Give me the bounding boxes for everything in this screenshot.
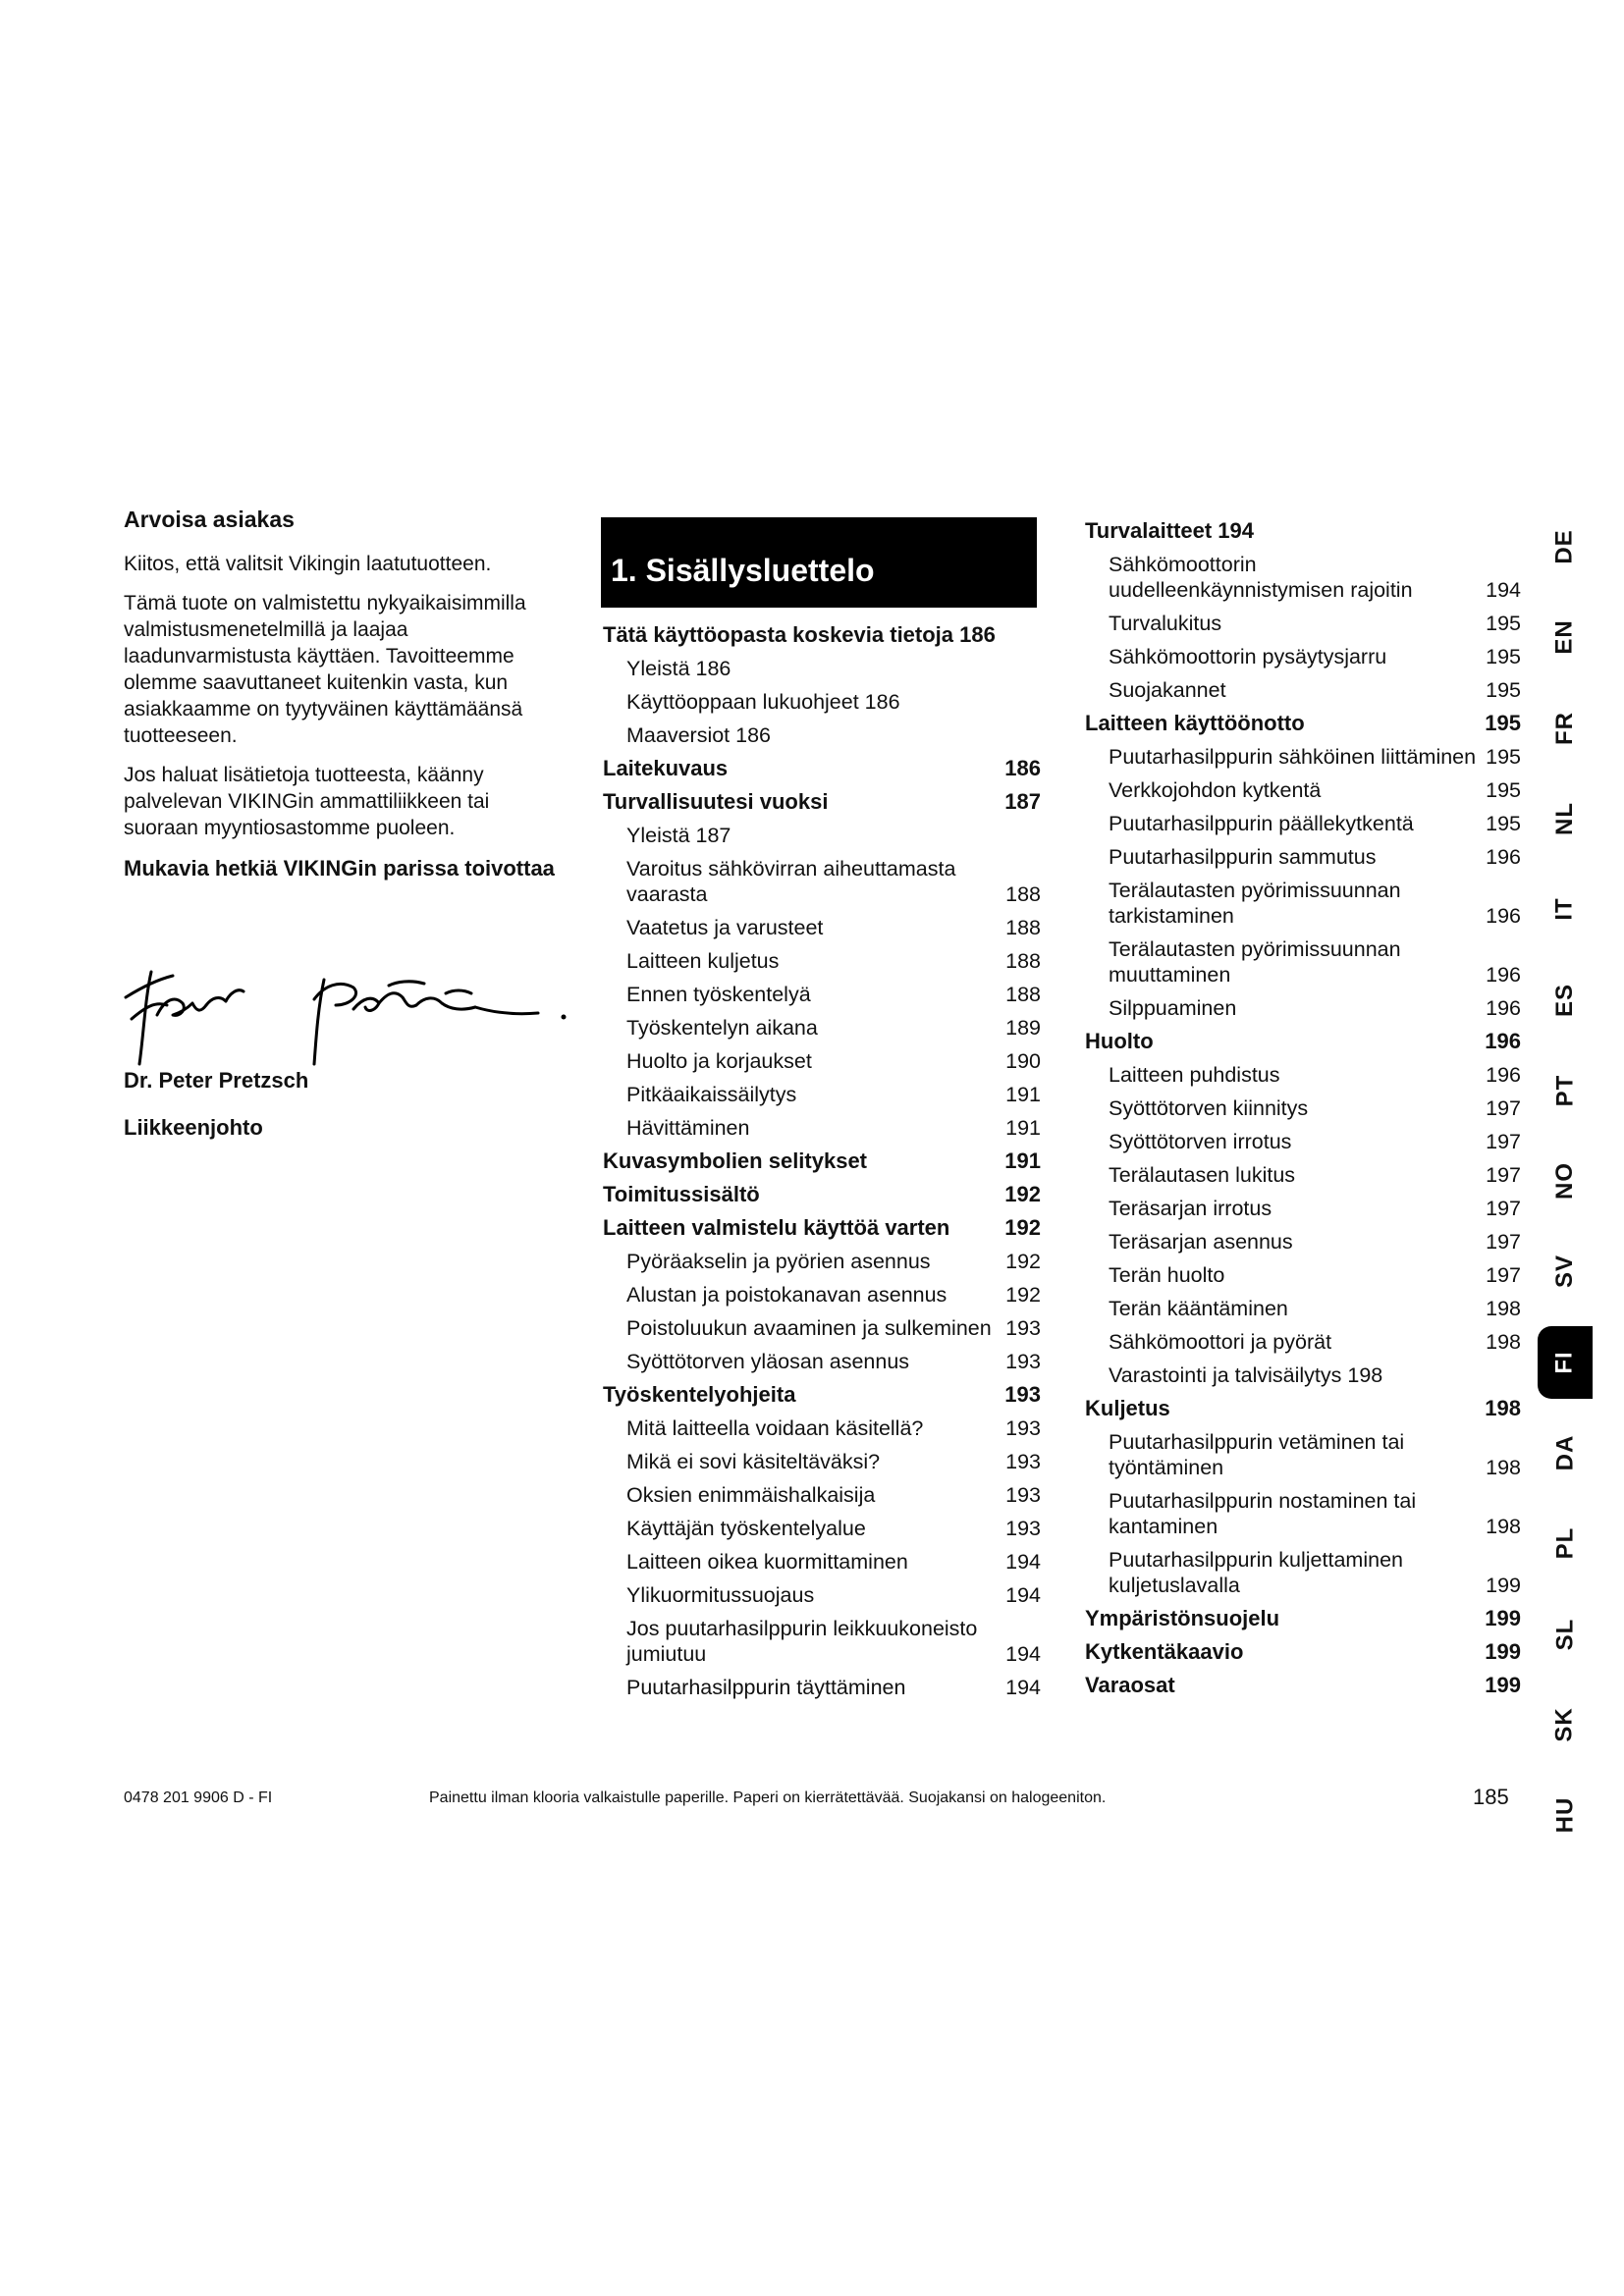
toc-entry-title: Ylikuormitussuojaus: [626, 1583, 815, 1607]
letter: [124, 507, 556, 1140]
toc-entry-page: 196: [1486, 845, 1521, 869]
language-tab-label: NO: [1551, 1162, 1578, 1201]
toc-heading: [1085, 1673, 1521, 1698]
toc-entry: [1085, 811, 1521, 836]
toc-entry-page: 191: [1005, 1116, 1041, 1140]
toc-entry: [1085, 1262, 1521, 1288]
toc-heading: [1085, 518, 1521, 544]
toc-entry: [603, 1115, 1041, 1141]
toc-entry-page: 193: [1005, 1483, 1041, 1507]
toc-entry-page: 197: [1486, 1197, 1521, 1220]
language-tab-label: DE: [1551, 529, 1578, 564]
toc-entry-title: Turvalaitteet 194: [1085, 518, 1255, 543]
toc-entry-page: 192: [1005, 1283, 1041, 1307]
toc-entry-page: 195: [1486, 645, 1521, 668]
toc-column-2: [1085, 518, 1521, 1706]
toc-entry-title: Varaosat: [1085, 1673, 1175, 1697]
toc-entry-title: Syöttötorven yläosan asennus: [626, 1350, 910, 1373]
toc-entry-title: Laitteen valmistelu käyttöä varten: [603, 1215, 950, 1240]
toc-entry-page: 193: [1005, 1416, 1041, 1440]
toc-entry-title: Puutarhasilppurin kuljettaminen kuljetuslavalla: [1109, 1548, 1403, 1597]
language-tab-it[interactable]: [1538, 873, 1593, 945]
toc-entry-page: 199: [1485, 1673, 1521, 1697]
toc-entry: [603, 1482, 1041, 1508]
toc-entry: [603, 722, 1041, 748]
toc-entry-title: Työskentelyohjeita: [603, 1382, 796, 1407]
toc-entry-title: Maaversiot 186: [626, 723, 771, 747]
language-tab-en[interactable]: [1538, 601, 1593, 673]
toc-entry: [603, 1516, 1041, 1541]
toc-entry-title: Mitä laitteella voidaan käsitellä?: [626, 1416, 924, 1440]
language-tab-label: HU: [1550, 1796, 1578, 1834]
language-tab-label: SK: [1551, 1707, 1578, 1742]
toc-entry: [1085, 611, 1521, 636]
toc-entry: [603, 1549, 1041, 1575]
toc-heading: [1085, 1396, 1521, 1421]
letter-greeting: Arvoisa asiakas: [124, 507, 295, 532]
toc-heading: [1085, 1606, 1521, 1631]
toc-column-1: [603, 622, 1041, 1708]
toc-entry-title: Tätä käyttöopasta koskevia tietoja 186: [603, 622, 996, 647]
language-tab-label: ES: [1550, 983, 1578, 1017]
toc-entry-page: 196: [1485, 1029, 1521, 1053]
toc-entry-title: Laitteen kuljetus: [626, 949, 780, 973]
language-tab-label: PT: [1550, 1074, 1578, 1107]
page-number: 185: [1473, 1785, 1509, 1809]
toc-entry-title: Puutarhasilppurin täyttäminen: [626, 1676, 906, 1699]
toc-entry: [1085, 1362, 1521, 1388]
toc-entry-title: Terälautasten pyörimissuunnan tarkistaminen: [1109, 879, 1401, 928]
toc-entry-page: 197: [1486, 1263, 1521, 1287]
toc-entry-title: Ympäristönsuojelu: [1085, 1606, 1280, 1630]
toc-entry: [1085, 1296, 1521, 1321]
toc-entry: [603, 1015, 1041, 1041]
toc-entry: [1085, 995, 1521, 1021]
toc-entry-title: Ennen työskentelyä: [626, 983, 811, 1006]
toc-heading: [1085, 711, 1521, 736]
language-tab-no[interactable]: [1538, 1145, 1593, 1217]
toc-entry-title: Pyöräakselin ja pyörien asennus: [626, 1250, 931, 1273]
toc-entry-title: Syöttötorven kiinnitys: [1109, 1096, 1309, 1120]
toc-entry-title: Teräsarjan irrotus: [1109, 1197, 1272, 1220]
letter-paragraph: Tämä tuote on valmistettu nykyaikaisimmilla valmistusmenetelmillä ja laajaa laadunvarmistusta käyttäen. Tavoitteemme olemme saavuttaneet kuitenkin vasta, kun asiakkaamme on tyytyväinen käyttämäänsä tuotteeseen.: [124, 592, 526, 747]
toc-entry-title: Terälautasten pyörimissuunnan muuttaminen: [1109, 937, 1401, 987]
language-tab-da[interactable]: [1538, 1416, 1593, 1489]
toc-entry: [603, 1449, 1041, 1474]
toc-entry-page: 197: [1486, 1096, 1521, 1120]
signer-name: Dr. Peter Pretzsch: [124, 1068, 309, 1093]
toc-heading: [603, 756, 1041, 781]
toc-heading: [1085, 1029, 1521, 1054]
language-tab-sl[interactable]: [1538, 1598, 1593, 1671]
toc-entry: [603, 1616, 1041, 1667]
toc-entry-page: 195: [1486, 745, 1521, 769]
language-tab-label: SL: [1550, 1618, 1578, 1650]
toc-entry: [1085, 844, 1521, 870]
toc-entry-title: Toimitussisältö: [603, 1182, 760, 1206]
toc-entry-title: Kuljetus: [1085, 1396, 1170, 1420]
language-tab-pt[interactable]: [1538, 1054, 1593, 1127]
toc-entry: [603, 915, 1041, 940]
toc-entry-page: 198: [1486, 1456, 1521, 1479]
toc-entry-title: Yleistä 186: [626, 657, 731, 680]
toc-entry: [603, 1249, 1041, 1274]
toc-heading: [603, 1182, 1041, 1207]
toc-entry-page: 195: [1485, 711, 1521, 735]
language-tab-label: EN: [1551, 619, 1578, 655]
toc-entry: [1085, 1162, 1521, 1188]
toc-entry-title: Laitteen puhdistus: [1109, 1063, 1280, 1087]
toc-entry-title: Käyttöoppaan lukuohjeet 186: [626, 690, 900, 714]
toc-entry-title: Laitekuvaus: [603, 756, 729, 780]
toc-entry-page: 194: [1486, 578, 1521, 602]
language-tab-label: SV: [1550, 1255, 1578, 1289]
toc-entry-title: Pitkäaikaissäilytys: [626, 1083, 797, 1106]
toc-entry-page: 195: [1486, 612, 1521, 635]
language-tab-pl[interactable]: [1538, 1507, 1593, 1579]
toc-entry-page: 188: [1005, 983, 1041, 1006]
language-tab-label: DA: [1550, 1434, 1578, 1471]
toc-entry: [1085, 1062, 1521, 1088]
toc-entry-page: 195: [1486, 778, 1521, 802]
toc-entry: [1085, 744, 1521, 770]
toc-entry: [603, 1048, 1041, 1074]
document-code: 0478 201 9906 D - FI: [124, 1789, 273, 1806]
toc-entry-page: 193: [1005, 1517, 1041, 1540]
toc-entry-page: 193: [1005, 1316, 1041, 1340]
toc-entry-page: 193: [1005, 1450, 1041, 1473]
toc-entry-page: 193: [1005, 1350, 1041, 1373]
toc-entry-page: 197: [1486, 1230, 1521, 1254]
toc-entry-title: Puutarhasilppurin nostaminen tai kantaminen: [1109, 1489, 1417, 1538]
toc-entry-title: Työskentelyn aikana: [626, 1016, 818, 1040]
toc-entry: [603, 823, 1041, 848]
toc-entry: [1085, 1129, 1521, 1154]
toc-entry: [603, 948, 1041, 974]
toc-entry-title: Laitteen oikea kuormittaminen: [626, 1550, 908, 1574]
toc-entry: [603, 689, 1041, 715]
language-tab-sv[interactable]: [1538, 1235, 1593, 1308]
toc-entry-page: 198: [1486, 1330, 1521, 1354]
toc-entry-title: Poistoluukun avaaminen ja sulkeminen: [626, 1316, 992, 1340]
toc-entry-title: Puutarhasilppurin päällekytkentä: [1109, 812, 1414, 835]
toc-entry-page: 199: [1486, 1574, 1521, 1597]
language-tab-label: FI: [1550, 1351, 1578, 1374]
toc-entry-title: Verkkojohdon kytkentä: [1109, 778, 1322, 802]
toc-entry: [603, 856, 1041, 907]
toc-entry: [603, 1282, 1041, 1308]
toc-entry-page: 196: [1486, 996, 1521, 1020]
toc-entry-title: Hävittäminen: [626, 1116, 750, 1140]
toc-entry: [1085, 1229, 1521, 1255]
language-tab-de[interactable]: [1538, 510, 1593, 583]
language-tab-nl[interactable]: [1538, 782, 1593, 855]
toc-title: 1. Sisällysluettelo: [601, 517, 1037, 608]
toc-entry-page: 192: [1004, 1182, 1041, 1206]
toc-entry-title: Puutarhasilppurin sähköinen liittäminen: [1109, 745, 1477, 769]
toc-entry-page: 197: [1486, 1163, 1521, 1187]
toc-entry-page: 195: [1486, 812, 1521, 835]
toc-entry-title: Silppuaminen: [1109, 996, 1237, 1020]
toc-entry-title: Puutarhasilppurin sammutus: [1109, 845, 1377, 869]
toc-heading: [1085, 1639, 1521, 1665]
language-tab-es[interactable]: [1538, 964, 1593, 1037]
language-tab-fi[interactable]: [1538, 1326, 1593, 1399]
toc-entry-page: 188: [1005, 949, 1041, 973]
toc-entry-page: 194: [1005, 1583, 1041, 1607]
toc-entry-title: Turvallisuutesi vuoksi: [603, 789, 829, 814]
toc-entry: [1085, 878, 1521, 929]
toc-entry-title: Laitteen käyttöönotto: [1085, 711, 1305, 735]
toc-entry-title: Mikä ei sovi käsiteltäväksi?: [626, 1450, 881, 1473]
footer-note: Painettu ilman klooria valkaistulle paperille. Paperi on kierrätettävää. Suojakansi on halogeeniton.: [429, 1789, 1107, 1806]
toc-entry-page: 199: [1485, 1639, 1521, 1664]
language-tab-label: FR: [1551, 711, 1578, 745]
toc-entry-title: Käyttäjän työskentelyalue: [626, 1517, 866, 1540]
toc-entry-title: Varoitus sähkövirran aiheuttamasta vaarasta: [626, 857, 956, 906]
toc-entry: [603, 1415, 1041, 1441]
toc-heading: [603, 1215, 1041, 1241]
toc-entry-page: 196: [1486, 963, 1521, 987]
toc-entry-title: Terälautasen lukitus: [1109, 1163, 1296, 1187]
toc-heading: [603, 789, 1041, 815]
toc-entry: [1085, 1329, 1521, 1355]
toc-entry-page: 188: [1005, 916, 1041, 939]
toc-entry: [603, 1675, 1041, 1700]
toc-entry-title: Kuvasymbolien selitykset: [603, 1148, 868, 1173]
toc-entry: [1085, 936, 1521, 988]
toc-entry-page: 198: [1486, 1297, 1521, 1320]
signer-role: Liikkeenjohto: [124, 1115, 263, 1140]
toc-entry-page: 198: [1486, 1515, 1521, 1538]
toc-entry-title: Terän huolto: [1109, 1263, 1225, 1287]
toc-entry-page: 187: [1004, 789, 1041, 814]
toc-entry-page: 197: [1486, 1130, 1521, 1153]
toc-entry: [603, 1082, 1041, 1107]
toc-entry-page: 199: [1485, 1606, 1521, 1630]
toc-entry-page: 194: [1005, 1642, 1041, 1666]
toc-entry-title: Suojakannet: [1109, 678, 1226, 702]
language-tab-fr[interactable]: [1538, 692, 1593, 765]
language-tab-label: IT: [1550, 897, 1578, 921]
toc-entry: [1085, 644, 1521, 669]
toc-entry-page: 191: [1005, 1083, 1041, 1106]
toc-entry-page: 198: [1485, 1396, 1521, 1420]
toc-entry: [1085, 1196, 1521, 1221]
toc-entry-page: 195: [1486, 678, 1521, 702]
toc-entry-title: Vaatetus ja varusteet: [626, 916, 824, 939]
toc-entry-page: 186: [1004, 756, 1041, 780]
toc-entry: [1085, 552, 1521, 603]
toc-entry-page: 192: [1004, 1215, 1041, 1240]
toc-entry-title: Sähkömoottori ja pyörät: [1109, 1330, 1332, 1354]
language-tab-sk[interactable]: [1538, 1688, 1593, 1761]
language-tab-hu[interactable]: [1538, 1779, 1593, 1851]
toc-entry-title: Jos puutarhasilppurin leikkuukoneisto jumiutuu: [626, 1617, 978, 1666]
toc-entry: [1085, 1488, 1521, 1539]
toc-entry-title: Syöttötorven irrotus: [1109, 1130, 1292, 1153]
toc-entry: [603, 1349, 1041, 1374]
toc-entry-page: 190: [1005, 1049, 1041, 1073]
toc-entry-title: Huolto ja korjaukset: [626, 1049, 812, 1073]
toc-heading: [603, 622, 1041, 648]
toc-entry-title: Turvalukitus: [1109, 612, 1222, 635]
toc-entry: [1085, 1095, 1521, 1121]
toc-heading: [603, 1382, 1041, 1408]
language-tab-label: NL: [1551, 801, 1578, 835]
toc-entry-title: Yleistä 187: [626, 824, 731, 847]
letter-closing: Mukavia hetkiä VIKINGin parissa toivottaa: [124, 856, 555, 881]
toc-entry: [603, 1315, 1041, 1341]
toc-entry-page: 194: [1005, 1676, 1041, 1699]
toc-entry-title: Teräsarjan asennus: [1109, 1230, 1293, 1254]
toc-entry: [603, 656, 1041, 681]
toc-entry-page: 196: [1486, 1063, 1521, 1087]
toc-entry-page: 193: [1004, 1382, 1041, 1407]
toc-entry-title: Sähkömoottorin pysäytysjarru: [1109, 645, 1387, 668]
handwritten-signature: [122, 958, 573, 1066]
toc-entry: [1085, 777, 1521, 803]
toc-entry-title: Terän kääntäminen: [1109, 1297, 1288, 1320]
toc-heading: [603, 1148, 1041, 1174]
toc-entry-page: 191: [1004, 1148, 1041, 1173]
language-tab-label: PL: [1550, 1526, 1578, 1560]
toc-entry-title: Alustan ja poistokanavan asennus: [626, 1283, 947, 1307]
toc-entry: [1085, 1429, 1521, 1480]
letter-paragraph: Jos haluat lisätietoja tuotteesta, käänny palvelevan VIKINGin ammattiliikkeen tai suoraan myyntiosastomme puoleen.: [124, 764, 490, 839]
toc-entry-title: Oksien enimmäishalkaisija: [626, 1483, 876, 1507]
letter-paragraph: Kiitos, että valitsit Vikingin laatutuotteen.: [124, 553, 492, 575]
toc-entry-title: Kytkentäkaavio: [1085, 1639, 1244, 1664]
toc-entry: [1085, 677, 1521, 703]
toc-entry-page: 194: [1005, 1550, 1041, 1574]
toc-entry: [603, 982, 1041, 1007]
toc-entry-title: Puutarhasilppurin vetäminen tai työntäminen: [1109, 1430, 1405, 1479]
toc-entry-page: 189: [1005, 1016, 1041, 1040]
toc-entry-title: Varastointi ja talvisäilytys 198: [1109, 1363, 1383, 1387]
toc-entry-title: Sähkömoottorin uudelleenkäynnistymisen rajoitin: [1109, 553, 1413, 602]
toc-entry: [603, 1582, 1041, 1608]
toc-entry-page: 188: [1005, 882, 1041, 906]
toc-entry-page: 196: [1486, 904, 1521, 928]
toc-entry-title: Huolto: [1085, 1029, 1154, 1053]
toc-entry-page: 192: [1005, 1250, 1041, 1273]
toc-entry: [1085, 1547, 1521, 1598]
